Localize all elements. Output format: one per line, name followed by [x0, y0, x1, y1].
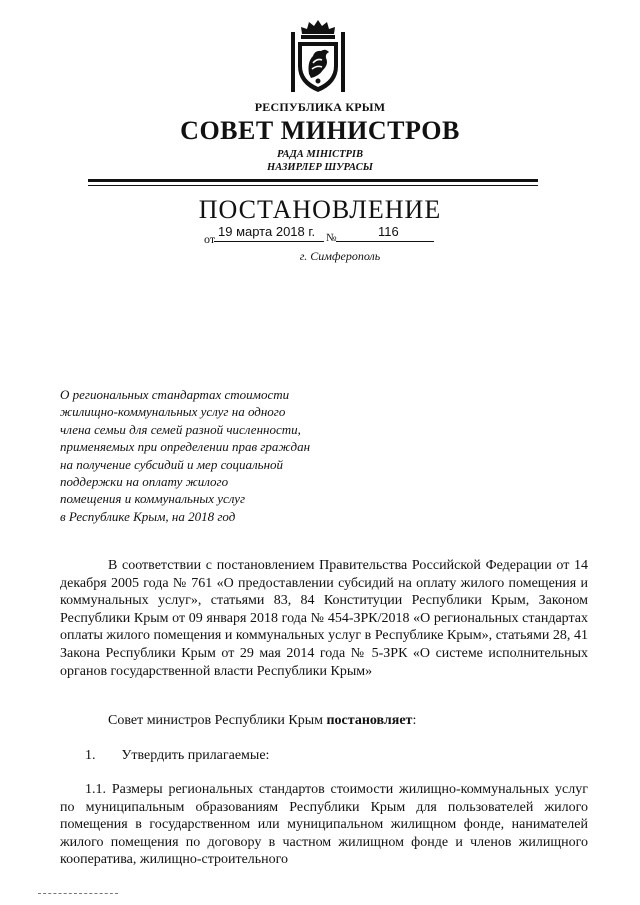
crimea-coat-of-arms-icon — [289, 18, 347, 94]
resolution-verb: постановляет — [326, 713, 413, 728]
item-1-1-number: 1.1. — [85, 782, 106, 797]
item-1 — [85, 748, 269, 764]
preamble — [60, 557, 588, 680]
number-prefix: № — [326, 232, 337, 244]
preamble-paragraph: В соответствии с постановлением Правительства Российской Федерации от 14 декабря 2005 года № 761 «О предоставлении субсидий на оплату жилого помещения и коммунальных услуг», статьями 83, 84 Конституции Республики Крым, Законом Республики Крым от 09 января 2018 года № 454-ЗРК/2018 «О региональных стандартах оплаты жилого помещения и коммунальных услуг в Республике Крым», статьями 28, 41 Закона Республики Крым от 29 мая 2014 года № 5-ЗРК «О системе исполнительных органов государственной власти Республики Крым» — [60, 558, 588, 679]
subject-line: поддержки на оплату жилого — [60, 474, 229, 490]
date-underline — [214, 241, 324, 242]
subject-line: в Республике Крым, на 2018 год — [60, 508, 236, 524]
header-divider-thin — [88, 185, 538, 186]
subject-line: О региональных стандартах стоимости — [60, 387, 290, 402]
subject-line: применяемых при определении прав граждан — [60, 439, 311, 455]
decree-city: г. Симферополь — [299, 249, 381, 263]
resolution-lead: Совет министров Республики Крым — [108, 713, 323, 728]
number-underline — [336, 241, 434, 242]
republic-name: РЕСПУБЛИКА КРЫМ — [254, 100, 386, 114]
decree-date: 19 марта 2018 г. — [218, 224, 316, 239]
subject-line: на получение субсидий и мер социальной — [60, 456, 284, 472]
resolution-colon: : — [412, 713, 417, 728]
subject-line: помещения и коммунальных услуг — [60, 491, 246, 507]
subject-line: жилищно-коммунальных услуг на одного — [60, 404, 286, 420]
item-1-text: Утвердить прилагаемые: — [121, 748, 270, 763]
council-name-crimean-tatar: НАЗИРЛЕР ШУРАСЫ — [267, 162, 373, 173]
decree-date-number-line — [204, 222, 436, 248]
decree-subject — [60, 386, 370, 525]
subject-line: члена семьи для семей разной численности, — [60, 421, 301, 437]
item-1-number: 1. — [85, 748, 96, 763]
decree-number: 116 — [378, 224, 399, 239]
council-name-ukrainian: РАДА МІНІСТРІВ — [276, 149, 364, 160]
decree-title: ПОСТАНОВЛЕНИЕ — [198, 195, 442, 224]
council-name: СОВЕТ МИНИСТРОВ — [180, 116, 460, 145]
header-divider-thick — [88, 179, 538, 182]
resolution-statement — [108, 713, 416, 729]
date-prefix: от — [204, 232, 216, 246]
item-1-1-text: Размеры региональных стандартов стоимости жилищно-коммунальных услуг по муниципальным образованиям Республики Крым для пользователей жилого помещения в государственном или муниципальном жилищном фонде, нанимателей жилого помещения по договору в частном жилищном фонде и членов жилищного кооператива, жилищно-строительного — [60, 782, 589, 868]
item-1-1 — [60, 781, 588, 869]
footer-mark — [38, 893, 118, 894]
